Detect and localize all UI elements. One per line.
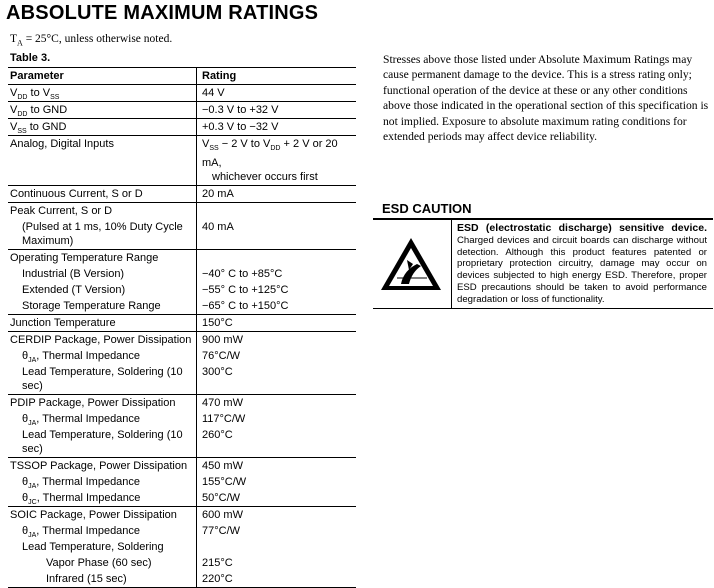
header-parameter: Parameter (10, 70, 64, 82)
esd-body: Charged devices and circuit boards can discharge without detection. Although this product features patented or proprietary protection circuitry, damage may occur on devices subjected to high energy ESD. Therefore, proper ESD precautions should be taken to avoid performance degradation or loss of functionality. (457, 234, 707, 305)
temperature-note: $T_A = 25^\circ C$, unless otherwise noted. (10, 33, 173, 48)
table-row: $\theta_{JA}$, Thermal Impedance 155°C/W (8, 474, 356, 490)
ratings-table (8, 67, 356, 588)
table-row: SOIC Package, Power Dissipation 600 mW (8, 507, 356, 523)
table-row: Lead Temperature, Soldering (10 sec) 260°C (8, 427, 356, 458)
esd-caution-box (373, 220, 713, 309)
table-row: Vapor Phase (60 sec) 215°C (8, 555, 356, 571)
table-header-row (8, 68, 356, 85)
esd-warning-icon (379, 234, 443, 299)
esd-heading: ESD (electrostatic discharge) sensitive device. (457, 222, 707, 234)
table-row: $\theta_{JA}$, Thermal Impedance 77°C/W (8, 523, 356, 539)
table-row: Junction Temperature 150°C (8, 315, 356, 332)
table-row: $V_{SS}$ to GND +0.3 V to −32 V (8, 119, 356, 136)
table-row: Peak Current, S or D (8, 203, 356, 219)
table-row: Lead Temperature, Soldering (8, 539, 356, 555)
esd-caution-title: ESD CAUTION (382, 201, 472, 216)
page-title: ABSOLUTE MAXIMUM RATINGS (6, 2, 319, 24)
table-row: Infrared (15 sec) 220°C (8, 571, 356, 587)
table-row: $V_{DD}$ to GND −0.3 V to +32 V (8, 102, 356, 119)
table-row: Extended (T Version) −55° C to +125°C (8, 282, 356, 298)
table-row: $\theta_{JA}$, Thermal Impedance 117°C/W (8, 411, 356, 427)
table-row: Industrial (B Version) −40° C to +85°C (8, 266, 356, 282)
table-row: Continuous Current, S or D 20 mA (8, 186, 356, 203)
esd-text (457, 223, 707, 306)
table-row: CERDIP Package, Power Dissipation 900 mW (8, 332, 356, 348)
table-row: (Pulsed at 1 ms, 10% Duty Cycle Maximum) 40 mA (8, 219, 356, 250)
table-row: $\theta_{JA}$, Thermal Impedance 76°C/W (8, 348, 356, 364)
table-row: Analog, Digital Inputs $V_{SS} - 2$ V to $V_{DD} + 2$ V or 20 mA, whichever occurs first (8, 136, 356, 186)
table-row: $V_{DD}$ to $V_{SS}$ 44 V (8, 85, 356, 102)
table-row: Lead Temperature, Soldering (10 sec) 300°C (8, 364, 356, 395)
table-row: Storage Temperature Range −65° C to +150°C (8, 298, 356, 315)
header-rating: Rating (196, 68, 356, 84)
table-label: Table 3. (10, 52, 51, 64)
table-row: PDIP Package, Power Dissipation 470 mW (8, 395, 356, 411)
esd-separator (451, 220, 452, 308)
table-row: $\theta_{JC}$, Thermal Impedance 50°C/W (8, 490, 356, 507)
table-row: TSSOP Package, Power Dissipation 450 mW (8, 458, 356, 474)
table-row: Operating Temperature Range (8, 250, 356, 266)
stress-paragraph: Stresses above those listed under Absolute Maximum Ratings may cause permanent damage to the device. This is a stress rating only; functional operation of the device at these or any other conditions above those indicated in the operational section of this specification is not implied. Exposure to absolute maximum rating conditions for extended periods may affect device reliability. (383, 53, 709, 144)
